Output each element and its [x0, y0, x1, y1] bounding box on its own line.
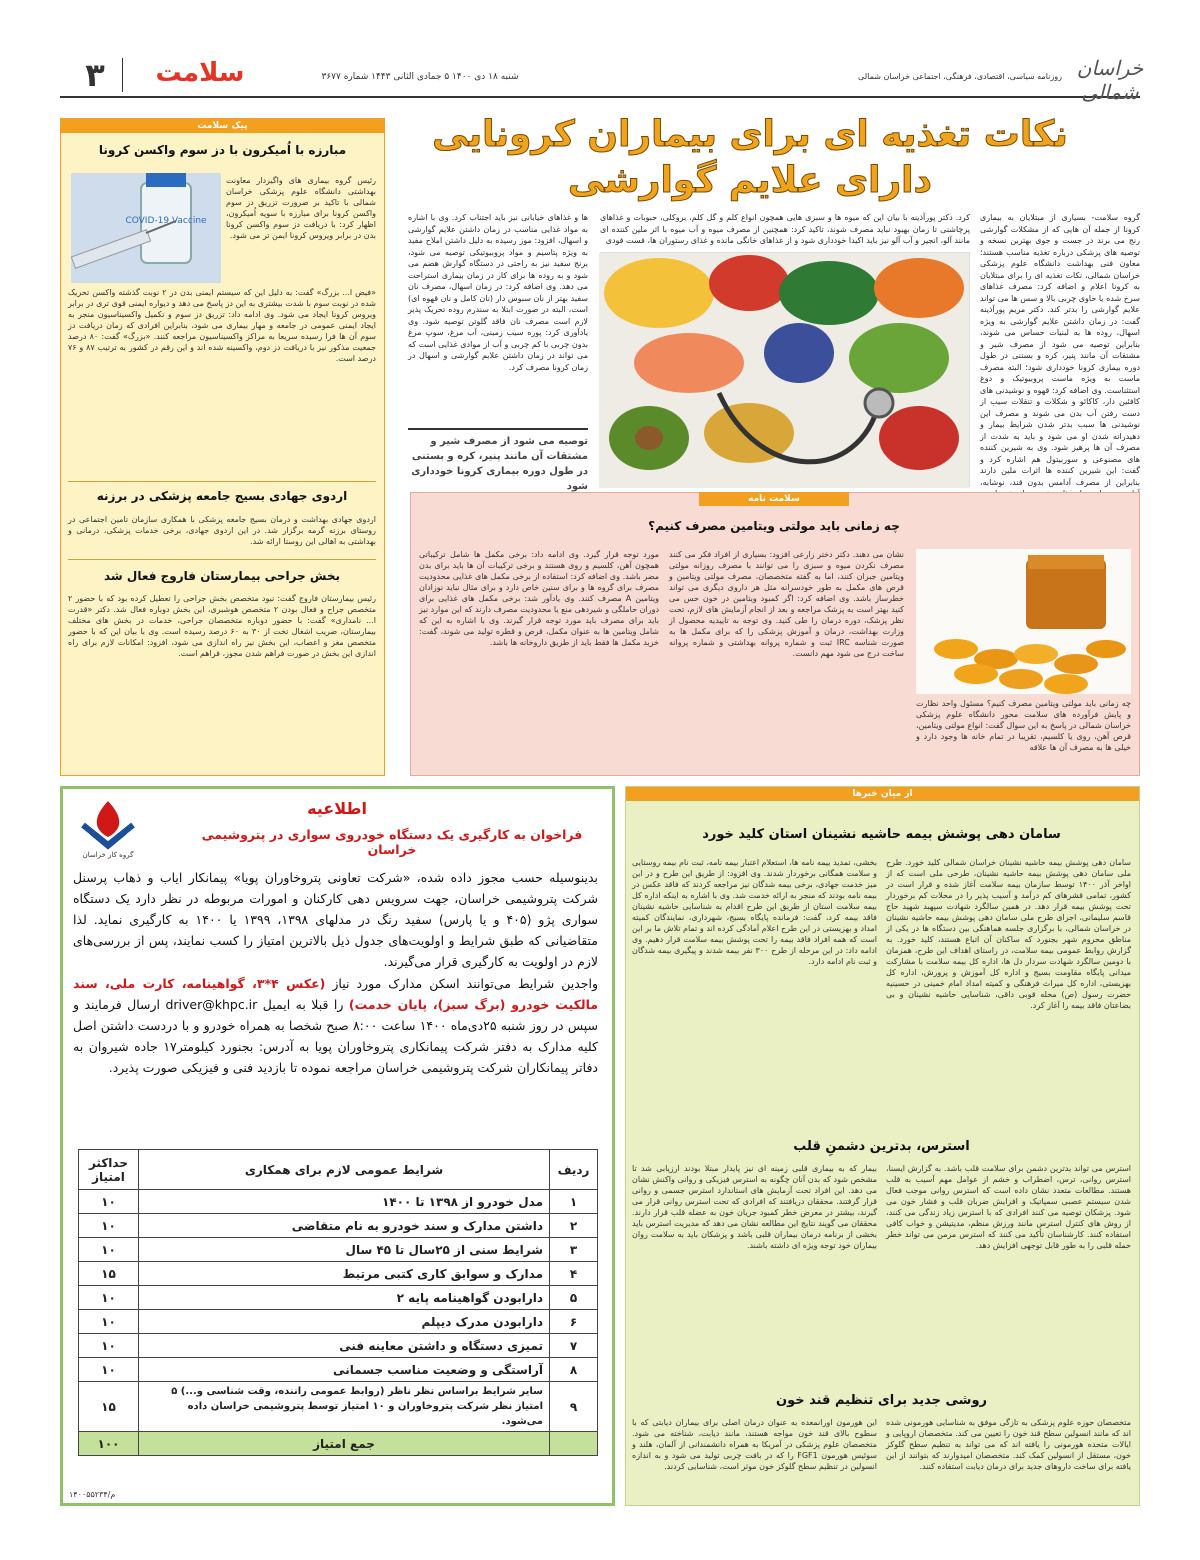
newspaper-logo: خراسان شمالی: [1076, 56, 1144, 104]
table-cell-criteria: آراستگی و وضعیت مناسب جسمانی: [139, 1358, 550, 1382]
table-cell-criteria: سایر شرایط براساس نظر ناظر (روابط عمومی راننده، وقت شناسی و...) ۵ امتیاز نظر شرکت پتروخاوران و ۱۰ امتیاز توسط پتروشیمی خراسان داده می‌شود.: [139, 1382, 550, 1432]
vitamin-box: [410, 492, 1140, 776]
table-total-value: ۱۰۰: [79, 1432, 139, 1456]
vitamin-col2: مورد توجه قرار گیرد. وی ادامه داد: برخی مکمل ها شامل ترکیباتی همچون آهن، کلسیم و روی هستند و برخی ترکیبات آن ها باید برای بدن مضر باشد. وی اضافه کرد: استفاده از برخی مکمل های غذایی محدودیت مصرف برای گروه ها و برای سنین خاص دارد و برای مثال نباید نوزادان ویتامین A مصرف کنند. وی یادآور شد: برخی مکمل های غذایی برای دوران حاملگی و شیردهی منع یا محدودیت مصرف دارند که این موارد نیز باید برای مصرف باید مورد توجه قرار گیرند. وی با اشاره به این که شامل ویتامین ها به عنوان مکمل، قرص و قطره تولید می شوند، گفت: خرید مکمل ها فقط باید از طریق داروخانه ها باشد.: [419, 550, 659, 647]
main-article-col1: گروه سلامت- بسیاری از مبتلایان به بیماری کرونا از جمله آن هایی که از مشکلات گوارشی رنج می برند در جست و جوی بهترین نسخه و توصیه های پزشکی درباره تغذیه مناسب هستند؛ معاون فنی بهداشت دانشگاه علوم پزشکی خراسان شمالی، نکات تغذیه ای را برای مبتلایان به کرونا اعلام و اضافه کرد: مصرف غذاهای سرخ شده یا حاوی چربی بالا و سس ها می تواند علایم گوارشی را بدتر کند. دکتر مریم پورآذینه گفت: در زمان داشتن علایم گوارشی به ویژه اسهال، روده ها به لبنیات حساس می شوند، بنابراین توصیه می شود از مصرف شیر و مشتقات آن مانند پنیر، کره و بستنی در طول دوره بیماری کرونا خودداری شود؛ البته مصرف ماست به ویژه ماست پروبیوتیک و دوغ استثناست. وی اضافه کرد: قهوه و نوشیدنی های کافئین دار، کاکائو و شکلات و تنقلات سیب از دست رفتن آب بدن می شوند و مصرف این نوشیدنی ها سبب بدتر شدن شرایط بیمار و دهیدراته شدن او می شود و باید به شدت از مصرف آن ها پرهیز شود. وی به شیرین کننده های مصنوعی و سوربیتول هم اشاره کرد و گفت: این شیرین کننده ها اثرات ملین دارند بنابراین از مصرف آدامس بدون قند، نوشابه،: [980, 213, 1140, 487]
vitamin-title: چه زمانی باید مولتی ویتامین مصرف کنیم؟: [648, 519, 900, 533]
table-row: [79, 1238, 598, 1262]
issue-info: شنبه ۱۸ دی ۱۴۰۰ ۵ جمادی الثانی ۱۴۴۳ شماره ۳۶۷۷: [321, 72, 519, 82]
table-row: [79, 1262, 598, 1286]
table-cell-index: ۹: [550, 1382, 598, 1432]
pull-quote-text: توصیه می شود از مصرف شیر و مشتقات آن مانند پنیر، کره و بستنی در طول دوره بیماری کرونا خودداری شود: [411, 436, 588, 492]
ad-subheading: فراخوان به کارگیری یک دستگاه خودروی سواری در پتروشیمی خراسان: [201, 827, 583, 857]
news-story2-col2: بیمار که به بیماری قلبی زمینه ای نیز پایدار مبتلا بودند ارزیابی شد تا مشخص شود که بدن آنان چگونه به استرس فیزیکی و روانی واکنش نشان می دهد. این افراد تحت آزمایش های استاندارد استرس جسمی و روانی قرار گرفتند. محققان دریافتند که افرادی که تحت استرس روانی قرار می گیرند، بیشتر در معرض خطر کمبود جریان خون به عضله قلب قرار دارند. محققان می گویند نتایج این مطالعه نشان می دهد که مدیریت استرس باید بخشی از برنامه درمان بیماران قلبی باشد و پزشکان باید به سلامت روان بیماران خود توجه ویژه ای داشته باشند.: [632, 1164, 877, 1250]
table-cell-criteria: دارابودن مدرک دیپلم: [139, 1310, 550, 1334]
table-cell-score: ۱۵: [79, 1262, 139, 1286]
table-cell-criteria: تمیزی دستگاه و داشتن معاینه فنی: [139, 1334, 550, 1358]
masthead: [60, 52, 1144, 104]
table-row: [79, 1190, 598, 1214]
ad-heading: اطلاعیه: [307, 799, 367, 818]
news-story1-col2: بخشی، تمدید بیمه نامه ها، استعلام اعتبار بیمه نامه، ثبت نام بیمه روستایی و سلامت همگانی برخوردار شدند. وی افزود: از طریق این طرح و در این میز خدمت جهادی، برخی بیمه شدگان نیز مراجعه کردند که فاقد عکس در بیمه نامه بودند که منجر به ارائه خدمت شد. وی با اشاره به اینکه اداره کل بیمه سلامت استان از طریق این طرح اقدام به شناسایی حاشیه نشینان فاقد بیمه کرد، گفت: فرمانده پایگاه بسیج، شهرداری، نمایندگان کمیته امداد و بهزیستی در این طرح اعلام آمادگی کرده اند و تمام تلاش ما بر این است که همه افراد فاقد بیمه را تحت پوشش بیمه سلامت قرار دهیم. وی ادامه داد: در این مرحله از طرح ۳۰۰ نفر بیمه شدند و پیگیری بیمه شدگان و ثبت نام ادامه دارد.: [632, 858, 877, 966]
table-total-spacer: [550, 1432, 598, 1456]
table-cell-index: ۵: [550, 1286, 598, 1310]
pull-quote: [408, 428, 588, 494]
vaccine-image: [71, 173, 221, 283]
company-logo-caption: گروه کار خراسان: [82, 851, 134, 859]
news-story1-title: سامان دهی پوشش بیمه حاشیه نشینان استان کلید خورد: [702, 827, 1061, 842]
table-cell-index: ۴: [550, 1262, 598, 1286]
table-cell-criteria: شرایط سنی از ۲۵سال تا ۴۵ سال: [139, 1238, 550, 1262]
vitamin-caption: چه زمانی باید مولتی ویتامین مصرف کنیم؟ مسئول واحد نظارت و پایش فرآورده های سلامت محور دانشگاه علوم پزشکی خراسان شمالی در پاسخ به این سوال گفت: انواع مولتی ویتامین، قرص آهن، روی یا کلسیم، تقریبا در تمام خانه ها وجود دارد و خیلی ها به مصرف آن ها علاقه: [915, 699, 1131, 752]
table-cell-score: ۱۰: [79, 1334, 139, 1358]
news-story3-col1: متخصصان حوزه علوم پزشکی به تازگی موفق به شناسایی هورمونی شده اند که مانند انسولین سطح قند خون را تعیین می کند. متخصصان اروپایی و ایالات متحده هورمونی را یافته اند که می تواند به تنظیم سطح گلوکز خون، مستقل از انسولین کمک کند. متخصصان امیدوارند که بتوانند از این یافته برای ساخت داروهای جدید برای درمان دیابت استفاده کنند.: [886, 1418, 1131, 1471]
vaccine-vial-label: COVID-19 Vaccine: [125, 216, 207, 226]
news-story3-title: روشی جدید برای تنظیم قند خون: [775, 1393, 988, 1408]
vitamin-col1: نشان می دهند. دکتر دختر زارعی افزود: بسیاری از افراد فکر می کنند مصرف نکردن میوه و سبزی را می توانند با مصرف روزانه مولتی ویتامین جبران کنند، اما به گفته متخصصان، مصرف مولتی ویتامین و قرص های مکمل به طور خودسرانه مثل هر داروی دیگری می تواند خطرساز باشد. وی اضافه کرد: اگر کمبود ویتامین در خون حس می کنید بهتر است به پزشک مراجعه و بعد از انجام آزمایش های لازم، تحت نظر پزشک، دوره درمان را طی کنید. وی توجه به تاییدیه محصول از وزارت بهداشت، درمان و آموزش پزشکی را که برای مکمل ها به صورت شناسه IRC ثبت و شماره پروانه بهداشتی و شماره پروانه ساخت درج می شود مهم دانست.: [669, 550, 905, 658]
news-box: [625, 786, 1140, 1506]
sidebar-story1-body-top: رئیس گروه بیماری های واگیردار معاونت بهداشتی دانشگاه علوم پزشکی خراسان شمالی با تاکید بر ضرورت تزریق دز سوم واکسن کرونا برای مبارزه با سویه اُمیکرون، اظهار کرد: با دریافت دز سوم واکسن کرونا بدن در برابر ویروس کرونا ایمن تر می شود.: [226, 176, 376, 240]
news-story3-col2: این هورمون اورانمعده به عنوان درمان اصلی برای بیماران دیابتی که با سطوح بالای قند خون مواجه هستند، مانند دیابت، شناخته می شود. متخصصان علوم پزشکی در آمریکا به همراه دانشمندانی از آلمان، هلند و سوئیس هورمون FGF1 را که در بافت چربی تولید می شود و به اندازه انسولین در تنظیم سطح گلوکز خون موثر است، شناسایی کردند.: [632, 1418, 877, 1471]
table-head-criteria: شرایط عمومی لازم برای همکاری: [139, 1150, 550, 1190]
main-headline-line1: نکات تغذیه ای برای بیماران کرونایی: [432, 114, 1068, 155]
table-cell-index: ۲: [550, 1214, 598, 1238]
vitamin-tag: سلامت نامه: [699, 492, 849, 506]
news-story2-title: استرس، بدترین دشمنِ قلب: [793, 1139, 970, 1154]
sidebar-story2-title: اردوی جهادی بسیج جامعه پزشکی در برزنه: [96, 489, 348, 503]
main-article-col3: ها و غذاهای خیابانی نیز باید اجتناب کرد. وی با اشاره به مواد غذایی مناسب در زمان داشتن علایم گوارشی و اسهال، افزود: موز رسیده به دلیل داشتن املاح مفید به ویژه پتاسیم و مواد پروبیوتیکی توصیه می شود، برنج سفید نیز به راحتی در دستگاه گوارش هضم می شود و به روده ها برای کار در زمان بیماری استراحت می دهد. وی اضافه کرد: در زمان اسهال، مصرف نان سفید بهتر از نان سبوس دار (نان کامل و نان قهوه ای) است، البته در صورت ابتلا به سندرم روده تحریک پذیر لازم است مصرف نان فاقد گلوتن توصیه شود. وی یادآوری کرد: پوره سیب زمینی، آب مرغ، سوپ مرغ بدون چربی با کم چربی و آب از موادی غذایی است که می تواند در زمان داشتن علایم گوارشی و اسهال در زمان کرونا مصرف کرد.: [408, 213, 588, 372]
table-row: [79, 1286, 598, 1310]
table-cell-index: ۱: [550, 1190, 598, 1214]
table-cell-score: ۱۰: [79, 1286, 139, 1310]
table-head-score: حداکثر امتیاز: [79, 1150, 139, 1190]
table-cell-index: ۳: [550, 1238, 598, 1262]
news-story1-col1: سامان دهی پوشش بیمه حاشیه نشینان خراسان شمالی کلید خورد. طرح ملی سامان دهی پوشش بیمه حاشیه نشینان، طرحی ملی است که از اواخر آذر ۱۴۰۰ توسط سازمان بیمه سلامت آغاز شده و قرار است در کشور، تمامی قشرهای کم درآمد و آسیب پذیر را در محلات کم برخوردار تحت پوشش بیمه قرار دهد. در همین سالگرد شهادت سپهبد شهید حاج قاسم سلیمانی، اجرای طرح ملی سامان دهی پوشش بیمه حاشیه نشینان در خراسان شمالی، با برگزاری جلسه هماهنگی بین دستگاه ها در یکی از مناطق محروم شهر بجنورد که ساکنان آن اتباع هستند، کلید خورد. به گزارش روابط عمومی بیمه سلامت، در راستای اهداف این طرح، همزمان با دومین سالگرد شهادت سردار دل ها، اداره کل بیمه سلامت با مشارکت میدانی پایگاه مقاومت بسیج و اداره کل آموزش و پرورش، اداره کل بهزیستی، اداره کل میراث فرهنگی و کمیته امداد امام خمینی در حسینیه حضرت رسول (ص) محله قوبی داقی، شناسایی حاشیه نشینان و بی بضاعتان فاقد بیمه را آغاز کرد.: [886, 858, 1132, 1010]
table-row: [79, 1310, 598, 1334]
ad-p1: بدینوسیله حسب مجوز داده شده، «شرکت تعاونی پتروخاوران پویا» پیمانکار ایاب و ذهاب پرسنل شرکت پتروشیمی خراسان، جهت سرویس دهی کارکنان و امورات مربوطه در نظر دارد یک دستگاه سواری پژو (۴۰۵ و یا پارس) سفید رنگ در مدلهای ۱۳۹۸، ۱۳۹۹ یا ۱۴۰۰ به کارگیری نماید. لذا متقاضیانی که طبق شرایط و اولویت‌های جدول ذیل بالاترین امتیاز را کسب نمایند، پس از بررسی‌های لازم در اولویت به کارگیری قرار می‌گیرند.: [73, 870, 598, 969]
sidebar-story1-body: «فیض ا... بزرگ» گفت: به دلیل این که سیستم ایمنی بدن در ۲ نوبت گذشته واکسن تحریک شده در نوبت سوم با شدت بیشتری به این دز پاسخ می دهد و دیواره ایمنی قوی تری در برابر ویروس کرونا ایجاد می شود. وی ادامه داد: تزریق دز سوم و تکمیل واکسیناسیون منجر به ایجاد ایمنی عمومی در جامعه و مهار بیماری می شود، بنابراین افرادی که زمان دریافت دز سوم آن ها فرا رسیده سریعا به مراکز واکسیناسیون مراجعه کنند. «بزرگ» گفت: ۸۰ درصد جمعیت مذکور نیز با دریافت دز دوم، واکسینه شده اند و این رقم در کشور به ترتیب ۸۷ و ۷۶ درصد است.: [68, 288, 377, 363]
news-tag: از میان خبرها: [626, 787, 1139, 801]
table-cell-score: ۱۰: [79, 1214, 139, 1238]
table-cell-score: ۱۰: [79, 1238, 139, 1262]
ad-box: [60, 786, 615, 1506]
sidebar-tag: پیک سلامت: [61, 119, 384, 133]
table-cell-criteria: دارابودن گواهینامه پایه ۲: [139, 1286, 550, 1310]
table-cell-index: ۷: [550, 1334, 598, 1358]
table-head-index: ردیف: [550, 1150, 598, 1190]
table-row: [79, 1214, 598, 1238]
main-headline-line2: دارای علایم گوارشی: [567, 160, 932, 201]
sidebar-story1-title: مبارزه با اُمیکرون با دز سوم واکسن کرونا: [98, 143, 347, 157]
table-cell-criteria: مدارک و سوابق کاری کتبی مرتبط: [139, 1262, 550, 1286]
table-cell-criteria: مدل خودرو از ۱۳۹۸ تا ۱۴۰۰: [139, 1190, 550, 1214]
sidebar-story3-body: رئیس بیمارستان فاروج گفت: نبود متخصص بخش جراحی را تعطیل کرده بود که با حضور ۲ متخصص جراح و فعال بودن ۲ متخصص هوشبری، این بخش دوباره فعال شد. دکتر «قدرت ا... نامداری» گفت: با حضور دوباره متخصصان جراحی، خدمات در بخش های مختلف بیمارستان، ضریب اشغال تخت از ۳۰ به ۶۰ درصد رسیده است. وی با بیان این که با حضور متخصص مغز و اعصاب، این بخش نیز راه اندازی می شود، افزود: امکانات لازم برای راه اندازی این بخش در صورت فراهم شدن مجوز، فراهم است.: [68, 594, 377, 658]
food-photo: [600, 252, 970, 487]
ad-p2-end: را قبلا به ایمیل driver@khpc.ir ارسال فرمایند و سپس در روز شنبه ۲۵دی‌ماه ۱۴۰۰ ساعت ۸:۰۰ صبح شخصا به همراه خودرو و با دردست داشتن اصل کلیه مدارک به دفتر شرکت پیمانکاری پتروخاوران پویا به آدرس: بجنورد کیلومتر۱۷ جاده شیروان به دفاتر پیمانکاران شرکت پتروشیمی خراسان مراجعه نموده تا بازدید فنی و فیزیکی صورت پذیرد.: [73, 997, 599, 1075]
ad-table: [78, 1149, 598, 1456]
vitamin-photo: [916, 549, 1131, 694]
sidebar-box: [60, 118, 385, 776]
sidebar-divider: [68, 481, 376, 482]
sidebar-story3-title: بخش جراحی بیمارستان فاروج فعال شد: [104, 569, 340, 583]
table-row: [79, 1358, 598, 1382]
company-logo: [73, 797, 143, 853]
page-number: ۳: [85, 56, 105, 94]
main-headline: [400, 112, 1100, 204]
ad-p2: [73, 973, 598, 1078]
table-cell-score: ۱۰: [79, 1190, 139, 1214]
ad-code: م/۱۴۰۰۵۵۲۳۴: [69, 1490, 116, 1499]
table-row: [79, 1382, 598, 1432]
news-story2-col1: استرس می تواند بدترین دشمن برای سلامت قلب باشد. به گزارش ایسنا، استرس روانی، ترس، اضطراب و خشم از عوامل مهم آسیب به قلب هستند. مطالعات متعدد نشان داده است که استرس روانی موجب فعال شدن سیستم عصبی سمپاتیک و افزایش ضربان قلب و فشار خون می شود. پزشکان توصیه می کنند افرادی که با استرس زیاد زندگی می کنند، از روش های کنترل استرس مانند ورزش منظم، مدیتیشن و خواب کافی استفاده کنند. کارشناسان تأکید می کنند که استرس مزمن می تواند خطر حمله قلبی را به طور قابل توجهی افزایش دهد.: [886, 1164, 1131, 1250]
table-cell-index: ۸: [550, 1358, 598, 1382]
table-cell-score: ۱۵: [79, 1382, 139, 1432]
main-article-col2: کرد. دکتر پورآذینه با بیان این که میوه ها و سبزی هایی همچون انواع کلم و گل کلم، بروکلی، حبوبات و غذاهای پرچاشنی تا زمان بهبود نباید مصرف شوند، تاکید کرد: همچنین از مصرف میوه و آب میوه با اثر ملین کننده ای مانند آلو، انجیر و آب آلو نیز باید اکیدا خودداری شود و از غذاهای خانگی مانده و غذای رستوران ها، فست فودی: [600, 213, 970, 245]
section-title: سلامت: [155, 58, 245, 88]
newspaper-tagline: روزنامه سیاسی، اقتصادی، فرهنگی، اجتماعی خراسان شمالی: [858, 72, 1062, 81]
table-cell-criteria: داشتن مدارک و سند خودرو به نام متقاضی: [139, 1214, 550, 1238]
table-row: [79, 1334, 598, 1358]
table-cell-index: ۶: [550, 1310, 598, 1334]
table-cell-score: ۱۰: [79, 1358, 139, 1382]
divider: [122, 58, 123, 92]
ad-required-documents: (عکس ۴*۳، گواهینامه، کارت ملی، سند مالکیت خودرو (برگ سبز)، پایان خدمت): [73, 976, 598, 1012]
table-total-label: جمع امتیاز: [139, 1432, 550, 1456]
criteria-table: [78, 1149, 598, 1456]
table-cell-score: ۱۰: [79, 1310, 139, 1334]
ad-p2-start: واجدین شرایط می‌توانند اسکن مدارک مورد نیاز: [332, 976, 598, 991]
sidebar-divider-2: [68, 559, 376, 560]
sidebar-story2-body: اردوی جهادی بهداشت و درمان بسیج جامعه پزشکی با همکاری سازمان تامین اجتماعی در روستای برزنه گرمه برگزار شد. در این اردوی جهادی، برخی خدمات پزشکی، درمانی و بهداشتی به اهالی این روستا ارائه شد.: [68, 515, 376, 546]
